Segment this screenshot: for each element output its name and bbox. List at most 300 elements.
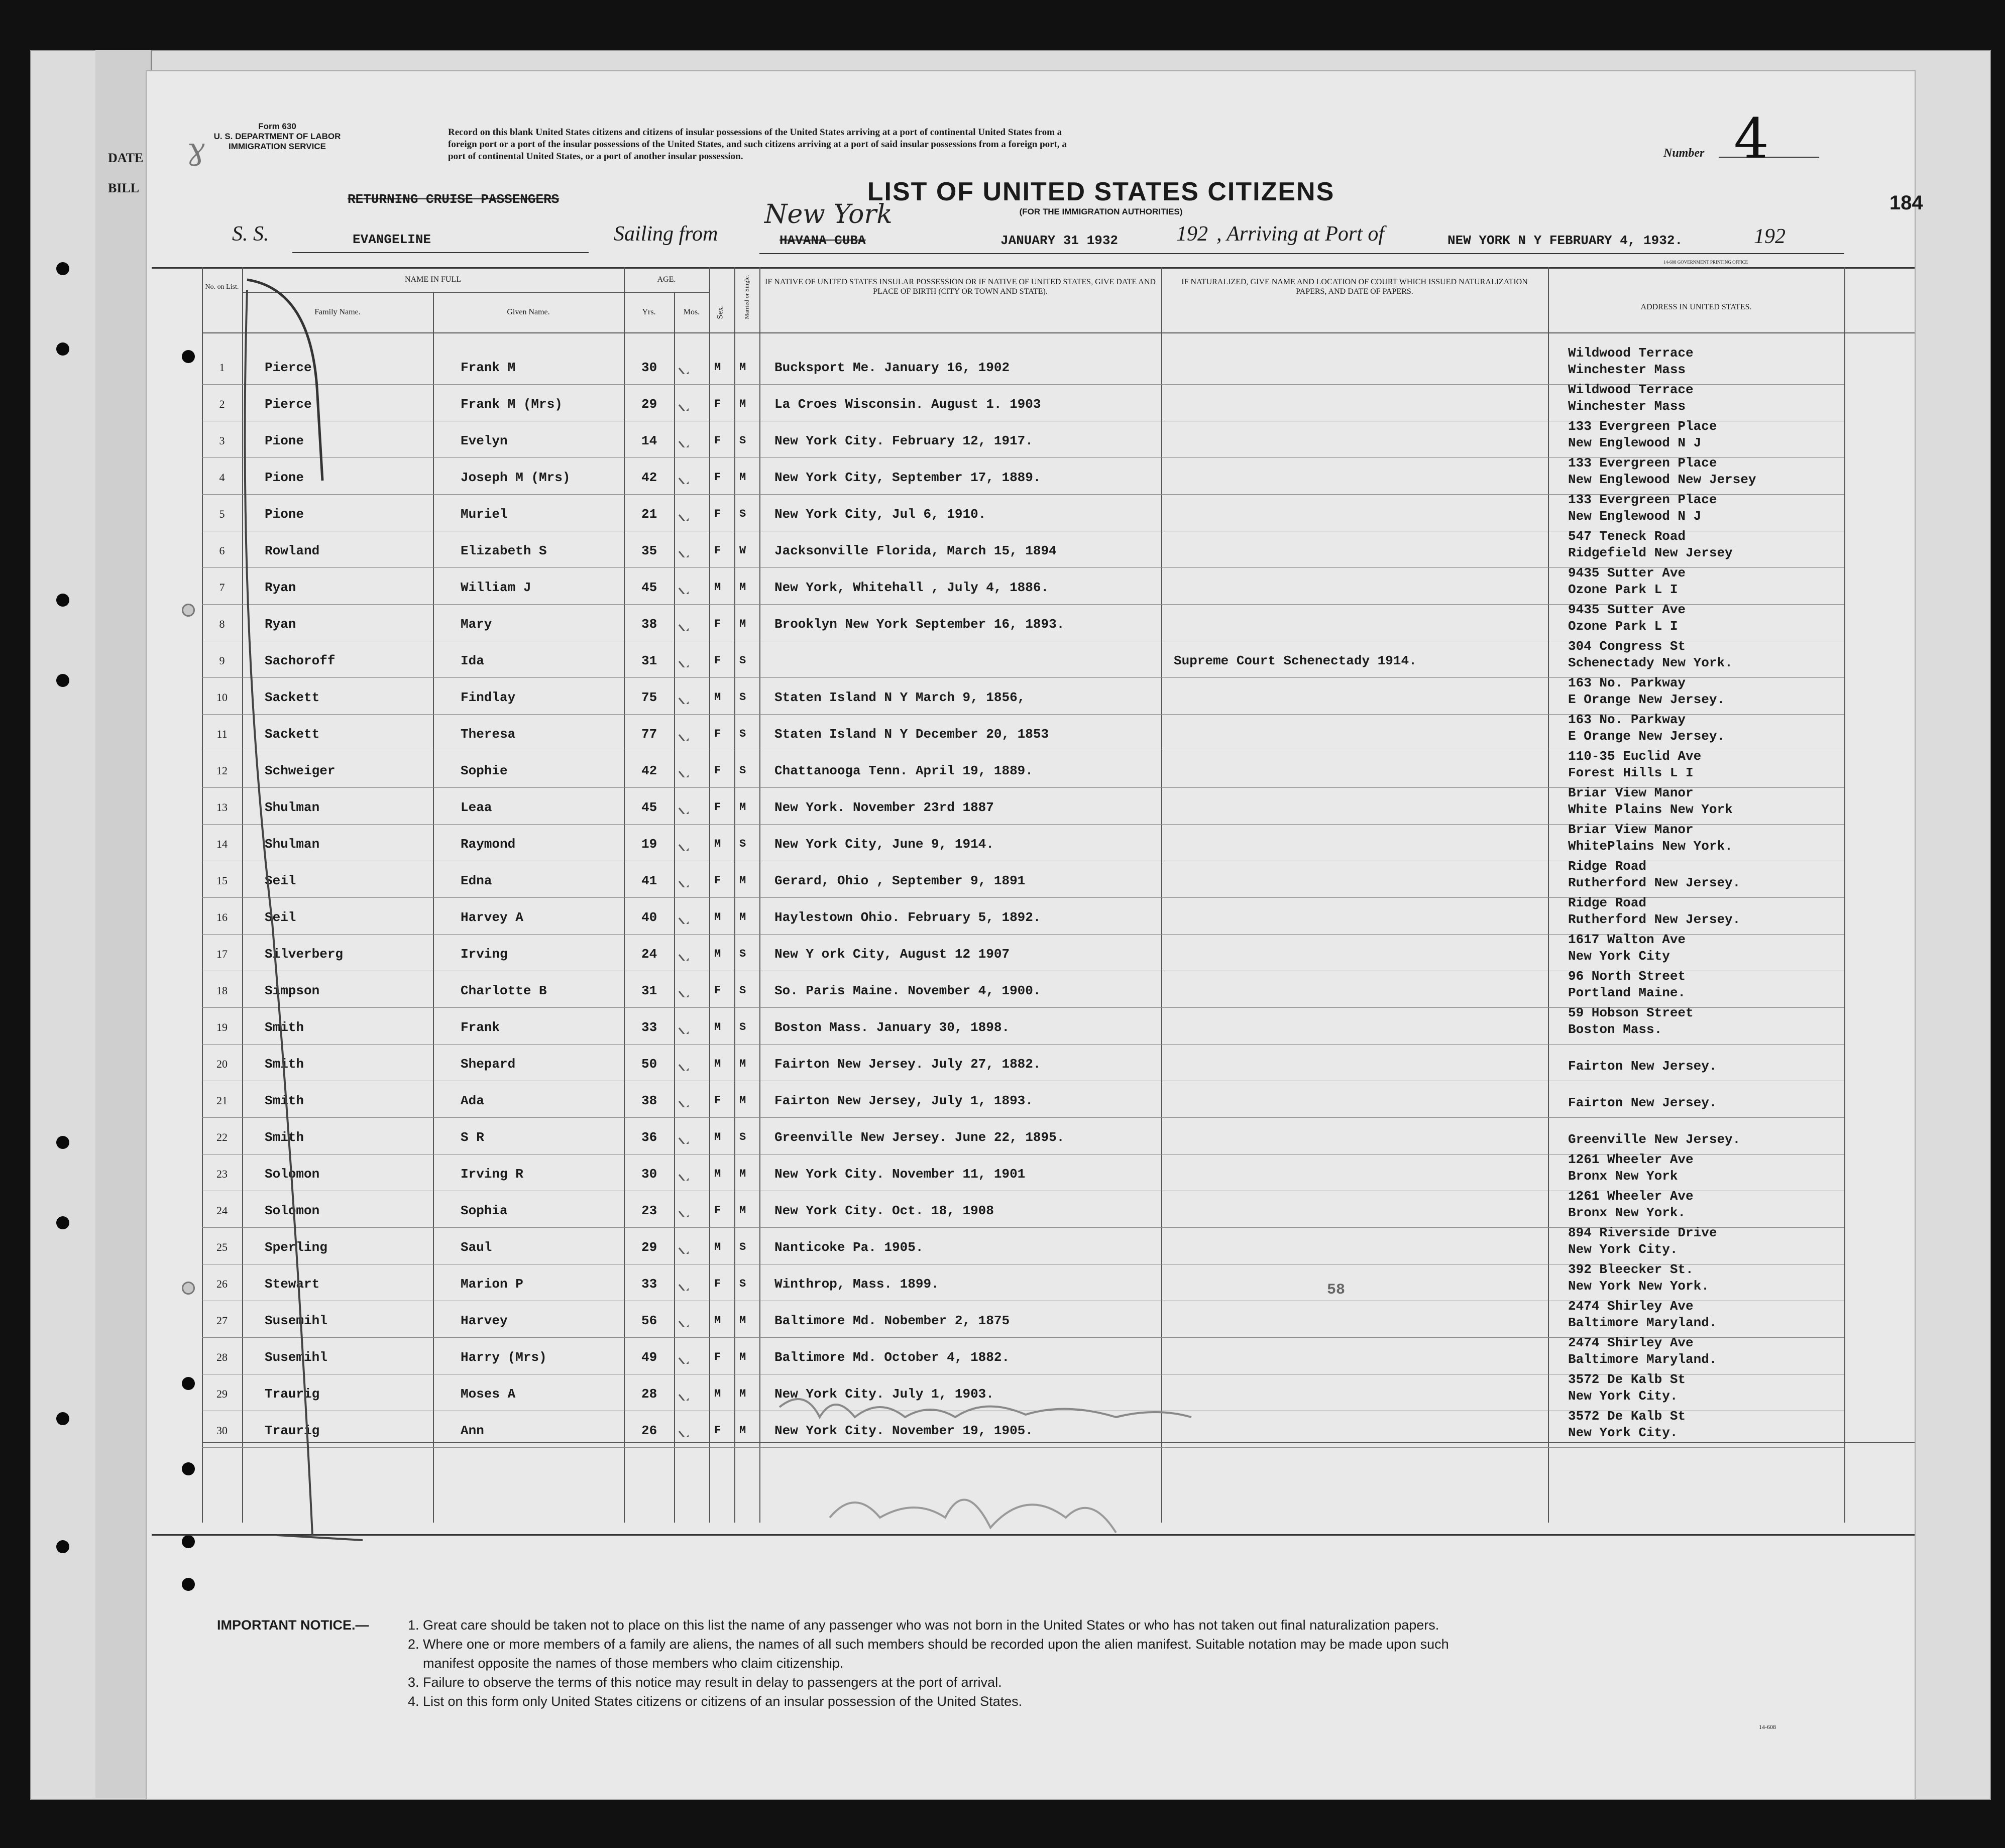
handwritten-mark: ɣ bbox=[187, 132, 205, 167]
check-mark-icon bbox=[677, 1051, 689, 1071]
address-line-2: Baltimore Maryland. bbox=[1568, 1315, 1717, 1330]
family-name-cell: Traurig bbox=[265, 1423, 320, 1438]
age-years-cell: 40 bbox=[641, 910, 657, 925]
birth-cell: Boston Mass. January 30, 1898. bbox=[774, 1020, 1010, 1035]
check-mark-icon bbox=[677, 757, 689, 777]
address-line-2: White Plains New York bbox=[1568, 802, 1733, 817]
address-line-1: Briar View Manor bbox=[1568, 822, 1694, 837]
row-number: 21 bbox=[216, 1094, 228, 1107]
address-line-1: 163 No. Parkway bbox=[1568, 675, 1686, 690]
age-years-cell: 23 bbox=[641, 1203, 657, 1218]
marital-status-cell: M bbox=[739, 471, 746, 484]
row-number: 5 bbox=[219, 508, 225, 520]
punch-hole bbox=[56, 674, 69, 687]
col-header-address: ADDRESS IN UNITED STATES. bbox=[1640, 303, 1752, 311]
given-name-cell: Findlay bbox=[461, 690, 516, 705]
sex-cell: F bbox=[714, 398, 721, 410]
address-line-1: 894 Riverside Drive bbox=[1568, 1225, 1717, 1240]
col-rule bbox=[759, 267, 760, 1523]
given-name-cell: Joseph M (Mrs) bbox=[461, 470, 571, 485]
birth-cell: Nanticoke Pa. 1905. bbox=[774, 1240, 924, 1255]
birth-cell: New York. November 23rd 1887 bbox=[774, 800, 994, 815]
family-name-cell: Sperling bbox=[265, 1240, 327, 1255]
address-line-2: New York New York. bbox=[1568, 1279, 1709, 1294]
check-mark-icon bbox=[677, 464, 689, 484]
row-number: 27 bbox=[216, 1314, 228, 1327]
check-mark-icon bbox=[677, 1087, 689, 1107]
sex-cell: F bbox=[714, 984, 721, 997]
number-label: Number bbox=[1663, 147, 1705, 160]
row-number: 8 bbox=[219, 618, 225, 630]
address-line-2: Schenectady New York. bbox=[1568, 655, 1733, 670]
age-years-cell: 31 bbox=[641, 983, 657, 998]
age-years-cell: 45 bbox=[641, 800, 657, 815]
given-name-cell: Harry (Mrs) bbox=[461, 1350, 547, 1365]
row-number: 11 bbox=[216, 728, 228, 740]
given-name-cell: S R bbox=[461, 1130, 484, 1145]
important-notice bbox=[217, 1615, 1910, 1711]
year-suffix: 192 bbox=[1176, 222, 1208, 246]
address-line-2: Ozone Park L I bbox=[1568, 619, 1678, 634]
col-header-name-group: NAME IN FULL bbox=[405, 275, 461, 284]
marital-status-cell: M bbox=[739, 581, 746, 594]
col-rule bbox=[674, 292, 675, 1523]
header-rule bbox=[202, 332, 1915, 333]
col-rule bbox=[1548, 267, 1549, 1523]
address-line-2: New York City bbox=[1568, 949, 1670, 964]
sex-cell: F bbox=[714, 471, 721, 484]
punch-hole bbox=[56, 1412, 69, 1425]
birth-cell: Bucksport Me. January 16, 1902 bbox=[774, 360, 1010, 375]
birth-cell: Chattanooga Tenn. April 19, 1889. bbox=[774, 763, 1033, 778]
row-number: 17 bbox=[216, 948, 228, 960]
sex-cell: F bbox=[714, 874, 721, 887]
row-number: 2 bbox=[219, 398, 225, 410]
col-header-yrs: Yrs. bbox=[642, 308, 656, 316]
marital-status-cell: M bbox=[739, 361, 746, 374]
address-line-2: Portland Maine. bbox=[1568, 985, 1686, 1000]
address-line-1: 133 Evergreen Place bbox=[1568, 419, 1717, 434]
page-title: LIST OF UNITED STATES CITIZENS bbox=[867, 177, 1335, 206]
family-name-cell: Ryan bbox=[265, 580, 296, 595]
family-name-cell: Simpson bbox=[265, 983, 320, 998]
marital-status-cell: S bbox=[739, 654, 746, 667]
given-name-cell: Frank bbox=[461, 1020, 500, 1035]
address-line-2: New York City. bbox=[1568, 1425, 1678, 1440]
age-years-cell: 30 bbox=[641, 360, 657, 375]
address-line-1: 3572 De Kalb St bbox=[1568, 1372, 1686, 1387]
sex-cell: F bbox=[714, 434, 721, 447]
given-name-cell: Evelyn bbox=[461, 433, 508, 448]
row-number: 1 bbox=[219, 361, 225, 374]
sex-cell: F bbox=[714, 1424, 721, 1437]
marital-status-cell: S bbox=[739, 984, 746, 997]
family-name-cell: Susemihl bbox=[265, 1313, 327, 1328]
age-years-cell: 21 bbox=[641, 507, 657, 522]
sailing-label: Sailing from bbox=[614, 222, 718, 246]
given-name-cell: Elizabeth S bbox=[461, 543, 547, 558]
birth-cell: New York City. February 12, 1917. bbox=[774, 433, 1033, 448]
sex-cell: F bbox=[714, 544, 721, 557]
address-line-1: Wildwood Terrace bbox=[1568, 345, 1694, 361]
marital-status-cell: M bbox=[739, 1424, 746, 1437]
check-mark-icon bbox=[677, 1344, 689, 1364]
address-line-2: Baltimore Maryland. bbox=[1568, 1352, 1717, 1367]
form-number: Form 630 bbox=[258, 122, 296, 131]
birth-cell: Fairton New Jersey, July 1, 1893. bbox=[774, 1093, 1033, 1108]
check-mark-icon bbox=[677, 977, 689, 997]
marital-status-cell: M bbox=[739, 801, 746, 814]
ship-underline bbox=[292, 252, 589, 253]
birth-cell: La Croes Wisconsin. August 1. 1903 bbox=[774, 397, 1041, 412]
ship-name: EVANGELINE bbox=[353, 232, 431, 247]
address-line-2: Forest Hills L I bbox=[1568, 765, 1694, 780]
address-line-2: New York City. bbox=[1568, 1389, 1678, 1404]
row-number: 23 bbox=[216, 1168, 228, 1180]
sex-cell: M bbox=[714, 838, 721, 850]
check-mark-icon bbox=[677, 1417, 689, 1437]
family-name-cell: Sackett bbox=[265, 727, 320, 742]
naturalization-cell: Supreme Court Schenectady 1914. bbox=[1174, 653, 1417, 668]
binder-strip bbox=[95, 50, 152, 1798]
col-rule bbox=[624, 267, 625, 1523]
address-line-1: Briar View Manor bbox=[1568, 785, 1694, 800]
col-rule bbox=[202, 267, 203, 1523]
address-line-1: 2474 Shirley Ave bbox=[1568, 1299, 1694, 1314]
sex-cell: M bbox=[714, 911, 721, 923]
family-name-cell: Pione bbox=[265, 470, 304, 485]
marital-status-cell: S bbox=[739, 1241, 746, 1253]
row-number: 6 bbox=[219, 544, 225, 557]
sex-cell: F bbox=[714, 728, 721, 740]
family-name-cell: Pierce bbox=[265, 397, 312, 412]
service-name: IMMIGRATION SERVICE bbox=[229, 142, 326, 151]
given-name-cell: Muriel bbox=[461, 507, 508, 522]
given-name-cell: Mary bbox=[461, 617, 492, 632]
row-number: 26 bbox=[216, 1278, 228, 1290]
row-rule bbox=[202, 1117, 1844, 1118]
row-number: 13 bbox=[216, 801, 228, 814]
col-rule bbox=[1161, 267, 1162, 1523]
age-years-cell: 77 bbox=[641, 727, 657, 742]
marital-status-cell: M bbox=[739, 618, 746, 630]
birth-cell: Haylestown Ohio. February 5, 1892. bbox=[774, 910, 1041, 925]
birth-cell: New York City. Oct. 18, 1908 bbox=[774, 1203, 994, 1218]
check-mark-icon bbox=[677, 1124, 689, 1144]
address-line-1: 110-35 Euclid Ave bbox=[1568, 749, 1702, 764]
cruise-note: RETURNING CRUISE PASSENGERS bbox=[348, 192, 560, 207]
birth-cell: So. Paris Maine. November 4, 1900. bbox=[774, 983, 1041, 998]
family-name-cell: Ryan bbox=[265, 617, 296, 632]
row-rule bbox=[202, 1044, 1844, 1045]
family-name-cell: Traurig bbox=[265, 1387, 320, 1402]
address-line-2: Winchester Mass bbox=[1568, 399, 1686, 414]
address-line-2: WhitePlains New York. bbox=[1568, 839, 1733, 854]
age-years-cell: 29 bbox=[641, 1240, 657, 1255]
family-name-cell: Smith bbox=[265, 1020, 304, 1035]
marital-status-cell: M bbox=[739, 1314, 746, 1327]
check-mark-icon bbox=[677, 647, 689, 667]
check-mark-icon bbox=[677, 1161, 689, 1181]
age-years-cell: 35 bbox=[641, 543, 657, 558]
marital-status-cell: S bbox=[739, 764, 746, 777]
check-mark-icon bbox=[677, 391, 689, 411]
age-years-cell: 42 bbox=[641, 470, 657, 485]
punch-hole bbox=[56, 1136, 69, 1149]
col-header-no: No. on List. bbox=[205, 283, 239, 291]
marital-status-cell: W bbox=[739, 544, 746, 557]
col-rule bbox=[734, 267, 735, 1523]
form-identifier bbox=[212, 122, 343, 152]
address-line-2: E Orange New Jersey. bbox=[1568, 692, 1725, 707]
age-years-cell: 29 bbox=[641, 397, 657, 412]
col-header-birth: IF NATIVE OF UNITED STATES INSULAR POSSESSION OR IF NATIVE OF UNITED STATES, GIVE DATE AND PLACE OF BIRTH (CITY OR TOWN AND STATE). bbox=[765, 278, 1156, 296]
birth-cell: Brooklyn New York September 16, 1893. bbox=[774, 617, 1065, 632]
address-line-1: 133 Evergreen Place bbox=[1568, 455, 1717, 471]
row-number: 15 bbox=[216, 874, 228, 887]
sex-cell: F bbox=[714, 1094, 721, 1107]
given-name-cell: Harvey A bbox=[461, 910, 523, 925]
check-mark-icon bbox=[677, 537, 689, 557]
check-mark-icon bbox=[677, 354, 689, 374]
given-name-cell: Ada bbox=[461, 1093, 484, 1108]
given-name-cell: William J bbox=[461, 580, 531, 595]
family-name-cell: Smith bbox=[265, 1093, 304, 1108]
family-name-cell: Seil bbox=[265, 873, 296, 888]
birth-cell: Gerard, Ohio , September 9, 1891 bbox=[774, 873, 1026, 888]
address-line-2: Rutherford New Jersey. bbox=[1568, 875, 1741, 890]
sex-cell: F bbox=[714, 1204, 721, 1217]
footer-code: 14-608 bbox=[1759, 1723, 1776, 1730]
marital-status-cell: M bbox=[739, 874, 746, 887]
marital-status-cell: S bbox=[739, 1021, 746, 1033]
birth-cell: Baltimore Md. Nobember 2, 1875 bbox=[774, 1313, 1010, 1328]
family-name-cell: Stewart bbox=[265, 1277, 320, 1292]
sex-cell: M bbox=[714, 1241, 721, 1253]
col-header-family: Family Name. bbox=[314, 308, 361, 316]
family-name-cell: Schweiger bbox=[265, 763, 336, 778]
address-line-1: Ridge Road bbox=[1568, 859, 1647, 874]
department-name: U. S. DEPARTMENT OF LABOR bbox=[213, 132, 341, 141]
notice-item: 2. Where one or more members of a family are aliens, the names of all such members should be recorded upon the alien manifest. Suitable notation may be made upon such bbox=[408, 1637, 1449, 1652]
punch-hole bbox=[56, 594, 69, 607]
birth-cell: Fairton New Jersey. July 27, 1882. bbox=[774, 1057, 1041, 1072]
check-mark-icon bbox=[677, 1380, 689, 1401]
col-header-mos: Mos. bbox=[683, 308, 700, 316]
row-number: 29 bbox=[216, 1388, 228, 1400]
address-line-2: E Orange New Jersey. bbox=[1568, 729, 1725, 744]
family-name-cell: Solomon bbox=[265, 1203, 320, 1218]
address-line-1: 96 North Street bbox=[1568, 969, 1686, 984]
age-years-cell: 45 bbox=[641, 580, 657, 595]
punch-hole bbox=[56, 1540, 69, 1553]
address-line-2: Rutherford New Jersey. bbox=[1568, 912, 1741, 927]
given-name-cell: Harvey bbox=[461, 1313, 508, 1328]
marital-status-cell: S bbox=[739, 434, 746, 447]
row-number: 12 bbox=[216, 764, 228, 777]
arriving-port: NEW YORK N Y FEBRUARY 4, 1932. bbox=[1447, 233, 1683, 248]
family-name-cell: Silverberg bbox=[265, 947, 344, 962]
marital-status-cell: S bbox=[739, 728, 746, 740]
check-mark-icon bbox=[677, 574, 689, 594]
age-years-cell: 19 bbox=[641, 837, 657, 852]
family-name-cell: Rowland bbox=[265, 543, 320, 558]
address-line-1: 3572 De Kalb St bbox=[1568, 1409, 1686, 1424]
given-name-cell: Irving R bbox=[461, 1167, 523, 1182]
address-line-1: 392 Bleecker St. bbox=[1568, 1262, 1694, 1277]
address-line-2: Fairton New Jersey. bbox=[1568, 1059, 1717, 1074]
sex-cell: F bbox=[714, 618, 721, 630]
check-mark-icon bbox=[677, 1234, 689, 1254]
given-name-cell: Shepard bbox=[461, 1057, 516, 1072]
page-stamp: 184 bbox=[1889, 192, 1923, 214]
address-line-2: New Englewood N J bbox=[1568, 509, 1702, 524]
col-rule bbox=[433, 292, 434, 1523]
check-mark-icon bbox=[677, 501, 689, 521]
address-line-1: 2474 Shirley Ave bbox=[1568, 1335, 1694, 1350]
marital-status-cell: S bbox=[739, 1131, 746, 1143]
family-name-cell: Shulman bbox=[265, 837, 320, 852]
marital-status-cell: S bbox=[739, 948, 746, 960]
age-years-cell: 42 bbox=[641, 763, 657, 778]
sex-cell: M bbox=[714, 1388, 721, 1400]
address-line-2: Fairton New Jersey. bbox=[1568, 1095, 1717, 1110]
address-line-1: 59 Hobson Street bbox=[1568, 1005, 1694, 1020]
age-years-cell: 28 bbox=[641, 1387, 657, 1402]
given-name-cell: Sophia bbox=[461, 1203, 508, 1218]
arriving-label: , Arriving at Port of bbox=[1216, 222, 1385, 246]
marital-status-cell: M bbox=[739, 1094, 746, 1107]
family-name-cell: Pierce bbox=[265, 360, 312, 375]
given-name-cell: Irving bbox=[461, 947, 508, 962]
sex-cell: F bbox=[714, 1351, 721, 1363]
address-line-2: Ozone Park L I bbox=[1568, 582, 1678, 597]
check-mark-icon bbox=[677, 684, 689, 704]
marital-status-cell: M bbox=[739, 398, 746, 410]
address-line-2: Bronx New York. bbox=[1568, 1205, 1686, 1220]
birth-cell: New York City, Jul 6, 1910. bbox=[774, 507, 986, 522]
age-years-cell: 75 bbox=[641, 690, 657, 705]
sex-cell: M bbox=[714, 361, 721, 374]
marital-status-cell: S bbox=[739, 508, 746, 520]
family-name-cell: Sackett bbox=[265, 690, 320, 705]
check-mark-icon bbox=[677, 904, 689, 924]
age-years-cell: 38 bbox=[641, 617, 657, 632]
birth-cell: Baltimore Md. October 4, 1882. bbox=[774, 1350, 1010, 1365]
sex-cell: M bbox=[714, 581, 721, 594]
record-line: port of continental United States, or a port of another insular possession. bbox=[448, 151, 743, 162]
age-years-cell: 36 bbox=[641, 1130, 657, 1145]
check-mark-icon bbox=[677, 1014, 689, 1034]
address-line-1: 1617 Walton Ave bbox=[1568, 932, 1686, 947]
punch-hole bbox=[182, 1578, 195, 1591]
col-header-sex: Sex. bbox=[716, 305, 725, 319]
given-name-cell: Moses A bbox=[461, 1387, 516, 1402]
notice-item: 3. Failure to observe the terms of this notice may result in delay to passengers at the port of arrival. bbox=[408, 1675, 1002, 1690]
age-years-cell: 33 bbox=[641, 1020, 657, 1035]
given-name-cell: Edna bbox=[461, 873, 492, 888]
given-name-cell: Frank M bbox=[461, 360, 516, 375]
family-name-cell: Pione bbox=[265, 507, 304, 522]
sex-cell: M bbox=[714, 691, 721, 704]
check-mark-icon bbox=[677, 721, 689, 741]
age-years-cell: 56 bbox=[641, 1313, 657, 1328]
address-line-1: 9435 Sutter Ave bbox=[1568, 565, 1686, 581]
address-line-1: 547 Teneck Road bbox=[1568, 529, 1686, 544]
given-name-cell: Saul bbox=[461, 1240, 492, 1255]
family-name-cell: Smith bbox=[265, 1130, 304, 1145]
address-line-2: Ridgefield New Jersey bbox=[1568, 545, 1733, 560]
birth-cell: New York City. July 1, 1903. bbox=[774, 1387, 994, 1402]
sex-cell: M bbox=[714, 1131, 721, 1143]
notice-item: 4. List on this form only United States citizens or citizens of an insular possession of the United States. bbox=[408, 1694, 1023, 1709]
age-years-cell: 33 bbox=[641, 1277, 657, 1292]
row-number: 3 bbox=[219, 434, 225, 447]
address-line-2: Winchester Mass bbox=[1568, 362, 1686, 377]
marital-status-cell: M bbox=[739, 1351, 746, 1363]
margin-number: 58 bbox=[1327, 1282, 1346, 1299]
record-instructions bbox=[448, 127, 1754, 163]
family-name-cell: Susemihl bbox=[265, 1350, 327, 1365]
punch-hole bbox=[56, 342, 69, 356]
marital-status-cell: S bbox=[739, 1278, 746, 1290]
record-line: foreign port or a port of the insular possessions of the United States, and such citizens arriving at a port of said insular possessions from a foreign port, a bbox=[448, 139, 1067, 150]
row-number: 22 bbox=[216, 1131, 228, 1143]
record-line: Record on this blank United States citizens and citizens of insular possessions of the United States arriving at a port of continental United States from a bbox=[448, 127, 1062, 138]
address-line-1: Ridge Road bbox=[1568, 895, 1647, 910]
sailing-from-hand: New York bbox=[764, 199, 893, 229]
row-number: 9 bbox=[219, 654, 225, 667]
family-name-cell: Sachoroff bbox=[265, 653, 336, 668]
row-number: 20 bbox=[216, 1058, 228, 1070]
address-line-2: New Englewood N J bbox=[1568, 435, 1702, 450]
printing-note: 14-608 GOVERNMENT PRINTING OFFICE bbox=[1663, 260, 1748, 265]
marital-status-cell: S bbox=[739, 691, 746, 704]
address-line-1: 304 Congress St bbox=[1568, 639, 1686, 654]
address-line-1: 1261 Wheeler Ave bbox=[1568, 1152, 1694, 1167]
sailing-from-typed: HAVANA CUBA bbox=[779, 233, 866, 248]
given-name-cell: Charlotte B bbox=[461, 983, 547, 998]
family-name-cell: Seil bbox=[265, 910, 296, 925]
address-line-1: 9435 Sutter Ave bbox=[1568, 602, 1686, 617]
given-name-cell: Sophie bbox=[461, 763, 508, 778]
row-number: 7 bbox=[219, 581, 225, 594]
check-mark-icon bbox=[677, 831, 689, 851]
sex-cell: F bbox=[714, 801, 721, 814]
marital-status-cell: S bbox=[739, 838, 746, 850]
col-rule bbox=[709, 267, 710, 1523]
sailing-date: JANUARY 31 1932 bbox=[1000, 233, 1119, 248]
side-label-date: DATE bbox=[108, 151, 144, 165]
birth-cell: New York, Whitehall , July 4, 1886. bbox=[774, 580, 1049, 595]
sex-cell: M bbox=[714, 1021, 721, 1033]
sex-cell: M bbox=[714, 1168, 721, 1180]
birth-cell: New York City, June 9, 1914. bbox=[774, 837, 994, 852]
row-number: 10 bbox=[216, 691, 228, 704]
address-line-2: Bronx New York bbox=[1568, 1169, 1678, 1184]
given-name-cell: Ann bbox=[461, 1423, 484, 1438]
address-line-1: 163 No. Parkway bbox=[1568, 712, 1686, 727]
row-number: 16 bbox=[216, 911, 228, 923]
row-number: 14 bbox=[216, 838, 228, 850]
birth-cell: Winthrop, Mass. 1899. bbox=[774, 1277, 939, 1292]
col-header-naturalization: IF NATURALIZED, GIVE NAME AND LOCATION OF COURT WHICH ISSUED NATURALIZATION PAPERS, AND DATE OF PAPERS. bbox=[1181, 278, 1528, 296]
check-mark-icon bbox=[677, 427, 689, 447]
age-years-cell: 26 bbox=[641, 1423, 657, 1438]
address-line-2: Boston Mass. bbox=[1568, 1022, 1662, 1037]
check-mark-icon bbox=[677, 794, 689, 814]
address-line-1: 1261 Wheeler Ave bbox=[1568, 1189, 1694, 1204]
